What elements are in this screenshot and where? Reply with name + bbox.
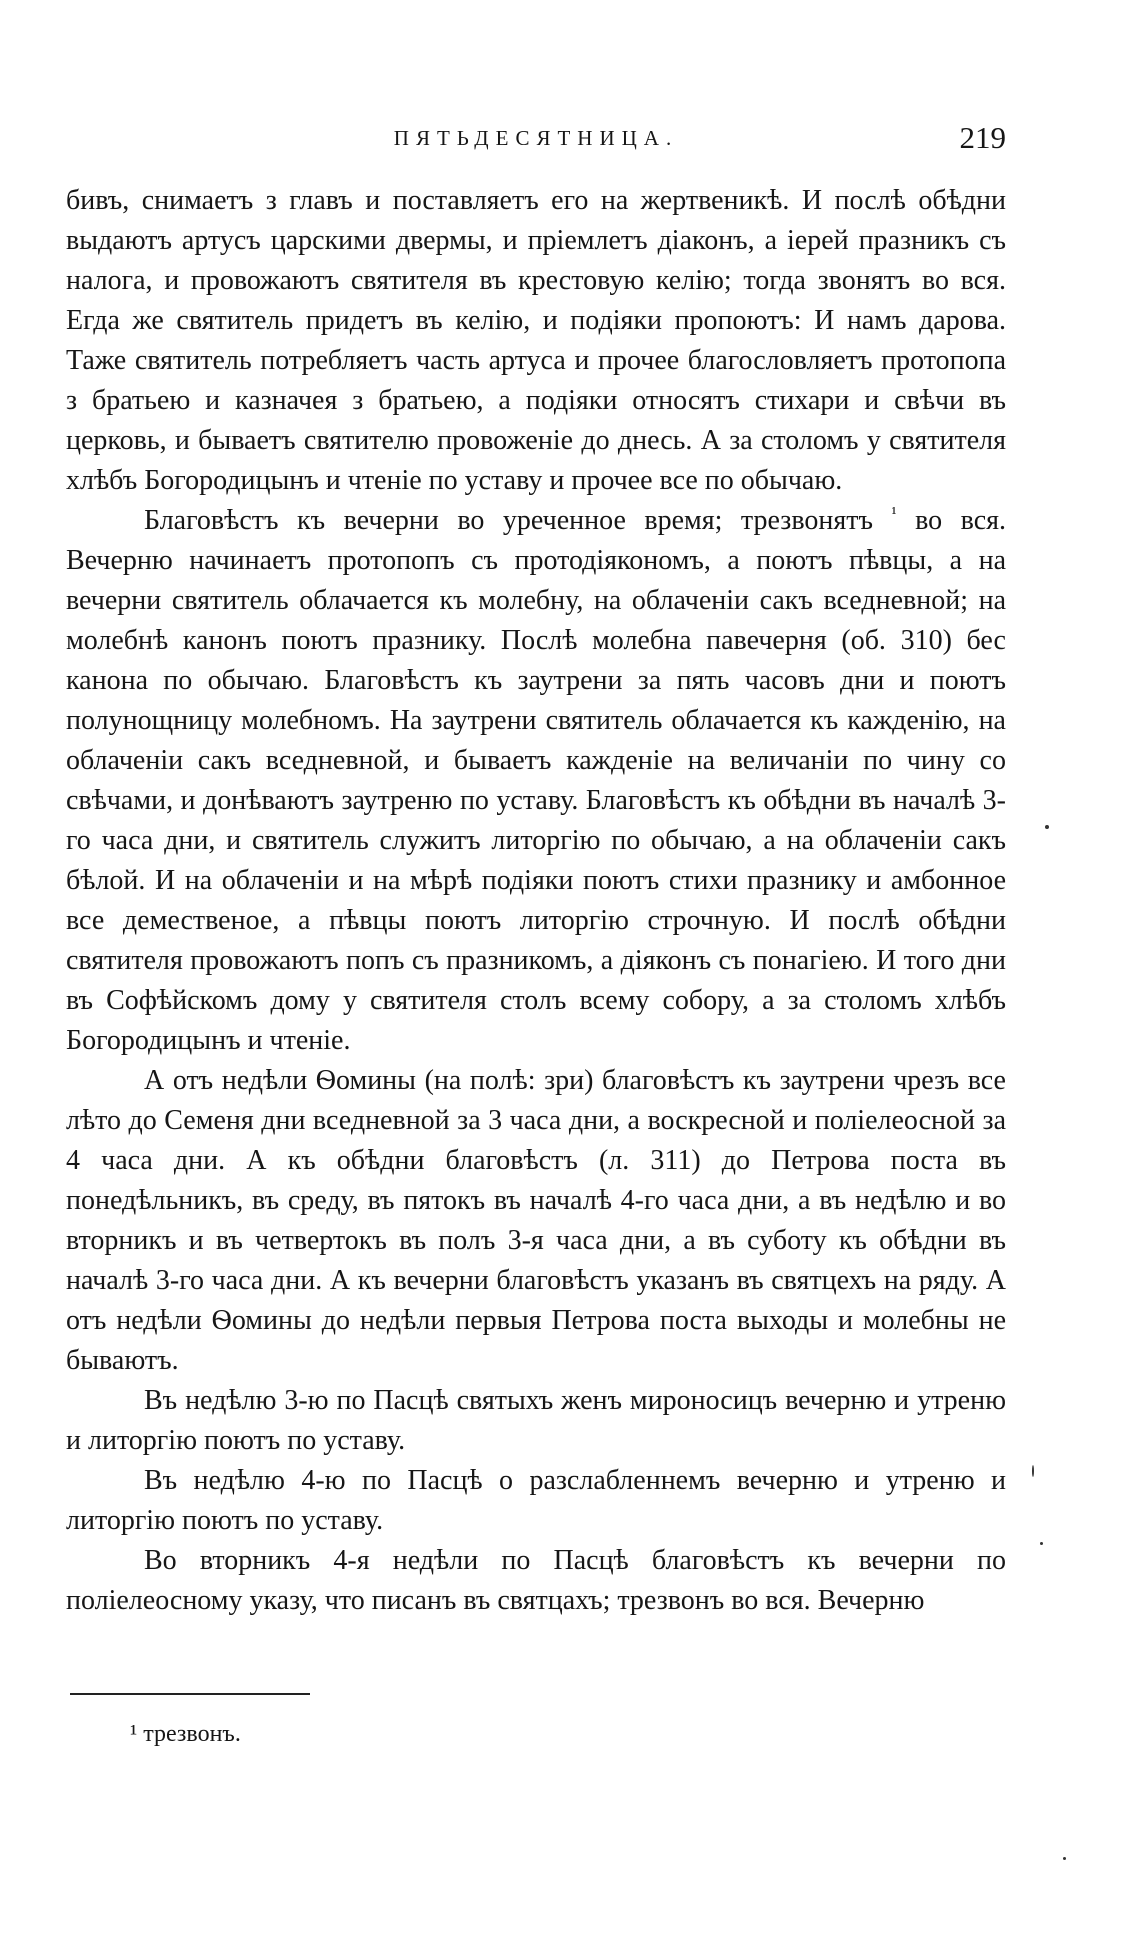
running-head xyxy=(66,120,1006,160)
paragraph xyxy=(66,501,1006,1061)
print-speck xyxy=(1045,825,1049,829)
footnote: ¹ трезвонъ. xyxy=(130,1721,241,1747)
footnote-rule xyxy=(70,1693,310,1695)
paragraph: Въ недѣлю 4-ю по Пасцѣ о разслабленнемъ вечерню и утреню и литоргію поютъ по уставу. xyxy=(66,1465,1006,1536)
running-title: ПЯТЬДЕСЯТНИЦА. xyxy=(393,126,679,150)
paragraph: Въ недѣлю 3-ю по Пасцѣ святыхъ женъ мироносицъ вечерню и утреню и литоргію поютъ по уставу. xyxy=(66,1385,1006,1456)
paragraph-text: во вся. Вечерню начинаетъ протопопъ съ протодіякономъ, а поютъ пѣвцы, а на вечерни святитель облачается къ молебну, на облаченіи сакъ вседневной; на молебнѣ канонъ поютъ празнику. Послѣ молебна павечерня (об. 310) бес канона по обычаю. Благовѣстъ къ заутрени за пять часовъ дни и поютъ полунощницу молебномъ. На заутрени святитель облачается къ кажденію, на облаченіи сакъ вседневной, и бываетъ кажденіе на величаніи по чину со свѣчами, и донѣваютъ заутреню по уставу. Благовѣстъ къ обѣдни въ началѣ 3-го часа дни, и святитель служитъ литоргію по обычаю, а на облаченіи сакъ бѣлой. И на облаченіи и на мѣрѣ подіяки поютъ стихи празнику и амбонное все демественое, а пѣвцы поютъ литоргію строчную. И послѣ обѣдни святителя провожаютъ попъ съ празникомъ, а діяконъ съ понагіею. И того дни въ Софѣйскомъ дому у святителя столъ всему собору, а за столомъ хлѣбъ Богородицынъ и чтеніе. xyxy=(66,505,1007,1056)
page-number: 219 xyxy=(959,120,1006,155)
paragraph: А отъ недѣли Ѳомины (на полѣ: зри) благовѣстъ къ заутрени чрезъ все лѣто до Семеня дни вседневной за 3 часа дни, а воскресной и поліелеосной за 4 часа дни. А къ обѣдни благовѣстъ (л. 311) до Петрова поста въ понедѣльникъ, въ среду, въ пятокъ въ началѣ 4-го часа дни, а въ недѣлю и во вторникъ и въ четвертокъ въ полъ 3-я часа дни, а въ суботу къ обѣдни въ началѣ 3-го часа дни. А къ вечерни благовѣстъ указанъ въ святцехъ на ряду. А отъ недѣли Ѳомины до недѣли первыя Петрова поста выходы и молебны не бываютъ. xyxy=(66,1065,1006,1376)
paragraph-text: Благовѣстъ къ вечерни во уреченное время; трезвонятъ xyxy=(144,505,873,536)
footnote-reference: ¹ xyxy=(891,503,897,523)
body-text xyxy=(66,181,1006,1621)
paragraph: бивъ, снимаетъ з главъ и поставляетъ его на жертвеникѣ. И послѣ обѣдни выдаютъ артусъ царскими двермы, и пріемлетъ діаконъ, а іерей празникъ съ налога, и провожаютъ святителя въ крестовую келію; тогда звонятъ во вся. Егда же святитель придетъ въ келію, и подіяки пропоютъ: И намъ дарова. Таже святитель потребляетъ часть артуса и прочее благословляетъ протопопа з братьею и казначея з братьею, а подіяки относятъ стихари и свѣчи въ церковь, и бываетъ святителю провоженіе до днесь. А за столомъ у святителя хлѣбъ Богородицынъ и чтеніе по уставу и прочее все по обычаю. xyxy=(66,185,1006,496)
print-speck xyxy=(1032,1465,1034,1477)
paragraph: Во вторникъ 4-я недѣли по Пасцѣ благовѣстъ къ вечерни по поліелеосному указу, что писанъ въ святцахъ; трезвонъ во вся. Вечерню xyxy=(66,1545,1006,1616)
print-speck xyxy=(1063,1857,1066,1860)
print-speck xyxy=(1040,1542,1043,1545)
